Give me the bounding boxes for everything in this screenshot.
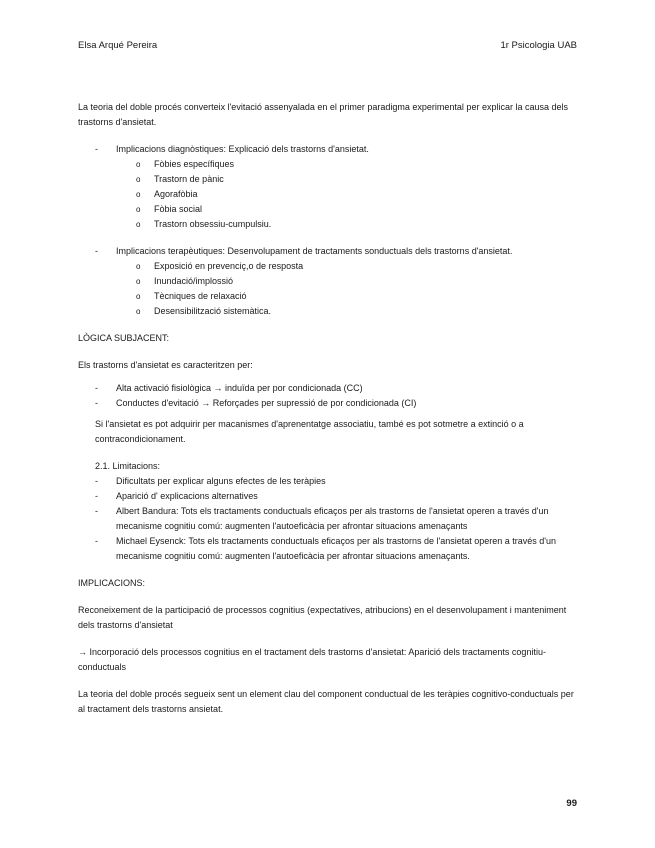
list-item: - Albert Bandura: Tots els tractaments conductuals eficaços per als trastorns de l'ansietat operen a través d'un mecanisme cognitiu comú: augmenten l'autoeficàcia per afrontar situacions amenaçants xyxy=(78,504,578,534)
list-item: - Aparició d' explicacions alternatives xyxy=(78,489,578,504)
list-item: o Tècniques de relaxació xyxy=(116,289,578,304)
list-item: - Conductes d'evitació → Reforçades per supressió de por condicionada (CI) xyxy=(78,396,578,411)
intro-paragraph: La teoria del doble procés converteix l'evitació assenyalada en el primer paradigma experimental per explicar la causa dels trastorns d'ansietat. xyxy=(78,102,568,127)
implicacions-heading: IMPLICACIONS: xyxy=(78,578,146,588)
header-course: 1r Psicologia UAB xyxy=(500,40,577,51)
therapeutic-title: Implicacions terapèutiques: Desenvolupament de tractaments sonductuals dels trastorns d'ansietat. xyxy=(116,246,513,256)
logica-heading: LÒGICA SUBJACENT: xyxy=(78,333,170,343)
list-item: o Exposició en prevenciç,o de resposta xyxy=(116,259,578,274)
implicacions-paragraph-3: La teoria del doble procés segueix sent un element clau del component conductual de les teràpies cognitivo-conductuals per al tractament dels trastorns ansietat. xyxy=(78,689,574,714)
list-item: o Fòbies específiques xyxy=(116,157,578,172)
document-body xyxy=(78,100,578,729)
list-item: o Trastorn obsessiu-cumpulsiu. xyxy=(116,217,578,232)
limitations-list xyxy=(78,474,578,564)
therapeutic-item xyxy=(78,244,578,319)
header-author: Elsa Arqué Pereira xyxy=(78,40,158,51)
list-item: o Agorafòbia xyxy=(116,187,578,202)
logica-lead: Els trastorns d'ansietat es caracteritzen per: xyxy=(78,360,253,370)
logica-note: Si l'ansietat es pot adquirir per macanismes d'aprenentatge associatiu, també es pot sotmetre a extinció o a contracondicionament. xyxy=(95,419,524,444)
limitations-title: 2.1. Limitacions: xyxy=(95,461,161,471)
page-number: 99 xyxy=(566,798,577,809)
list-item: - Michael Eysenck: Tots els tractaments conductuals eficaços per als trastorns de l'ansietat operen a través d'un mecanisme cognitiu comú: augmenten l'autoeficàcia per afrontar situacions amenaçants. xyxy=(78,534,578,564)
therapeutic-section xyxy=(78,244,578,319)
implicacions-paragraph-2: → Incorporació dels processos cognitius en el tractament dels trastorns d'ansietat: Aparició dels tractaments cognitiu-conductuals xyxy=(78,647,546,672)
therapeutic-list xyxy=(116,259,578,319)
list-item: o Fòbia social xyxy=(116,202,578,217)
diagnostic-item xyxy=(78,142,578,232)
logica-list xyxy=(78,381,578,411)
list-item: o Inundació/implossió xyxy=(116,274,578,289)
diagnostic-section xyxy=(78,142,578,232)
list-item: o Trastorn de pànic xyxy=(116,172,578,187)
list-item: - Dificultats per explicar alguns efectes de les teràpies xyxy=(78,474,578,489)
diagnostic-title: Implicacions diagnòstiques: Explicació dels trastorns d'ansietat. xyxy=(116,144,369,154)
implicacions-paragraph-1: Reconeixement de la participació de processos cognitius (expectatives, atribucions) en el desenvolupament i manteniment dels trastorns d'ansietat xyxy=(78,605,567,630)
list-item: o Desensibilització sistemàtica. xyxy=(116,304,578,319)
diagnostic-list xyxy=(116,157,578,232)
list-item: - Alta activació fisiològica → induïda per por condicionada (CC) xyxy=(78,381,578,396)
